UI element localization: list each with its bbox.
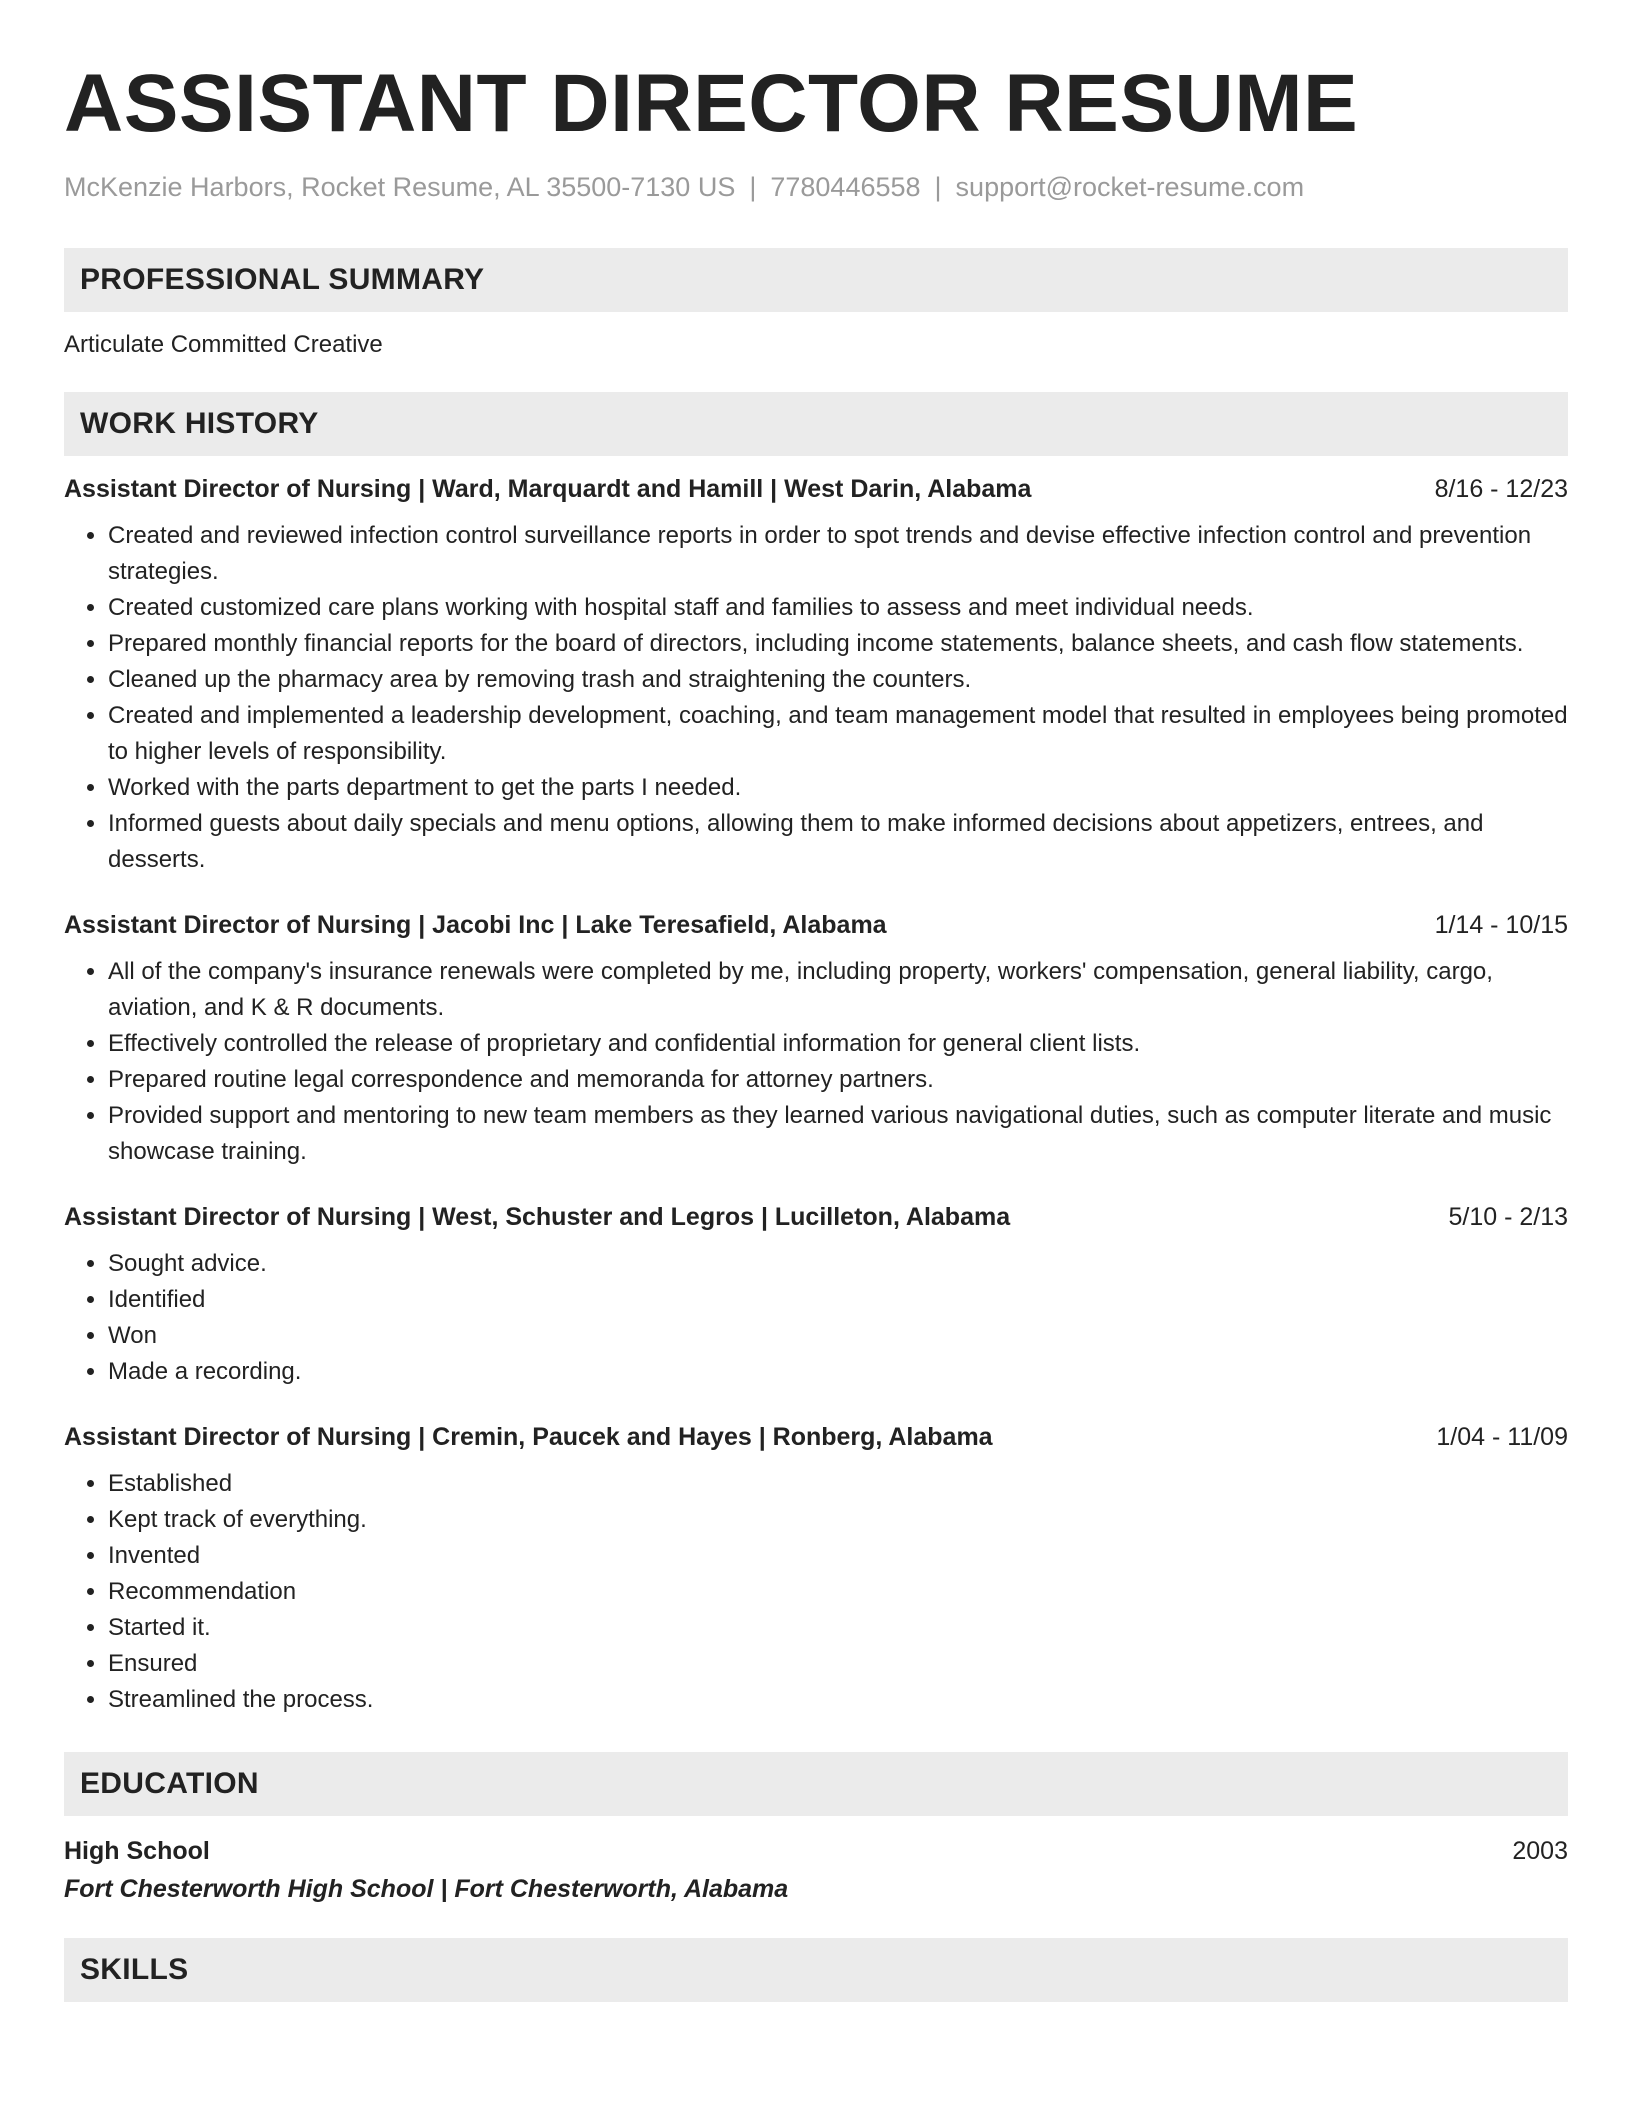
contact-phone: 7780446558 bbox=[770, 172, 921, 202]
job-entry bbox=[64, 472, 1568, 878]
education-degree: High School bbox=[64, 1837, 210, 1865]
job-dates: 1/04 - 11/09 bbox=[1436, 1423, 1568, 1451]
job-header bbox=[64, 1200, 1568, 1234]
job-bullets bbox=[64, 1246, 1568, 1390]
summary-heading: PROFESSIONAL SUMMARY bbox=[64, 248, 1568, 312]
job-bullet: • Worked with the parts department to get the parts I needed. bbox=[108, 770, 1568, 806]
job-entry bbox=[64, 908, 1568, 1170]
job-bullet: • Created and implemented a leadership development, coaching, and team management model that resulted in employees being promoted to higher levels of responsibility. bbox=[108, 698, 1568, 770]
resume-title: ASSISTANT DIRECTOR RESUME bbox=[64, 58, 1359, 149]
job-title: Assistant Director of Nursing | West, Schuster and Legros | Lucilleton, Alabama bbox=[64, 1203, 1011, 1231]
job-bullet: • All of the company's insurance renewals were completed by me, including property, workers' compensation, general liability, cargo, aviation, and K & R documents. bbox=[108, 954, 1568, 1026]
job-bullet: • Established bbox=[108, 1466, 1568, 1502]
job-bullet: • Informed guests about daily specials and menu options, allowing them to make informed decisions about appetizers, entrees, and desserts. bbox=[108, 806, 1568, 878]
contact-address: McKenzie Harbors, Rocket Resume, AL 35500-7130 US bbox=[64, 172, 736, 202]
job-bullet: • Cleaned up the pharmacy area by removing trash and straightening the counters. bbox=[108, 662, 1568, 698]
job-bullet: • Prepared routine legal correspondence and memoranda for attorney partners. bbox=[108, 1062, 1568, 1098]
job-bullet: • Created customized care plans working with hospital staff and families to assess and meet individual needs. bbox=[108, 590, 1568, 626]
job-bullet: • Started it. bbox=[108, 1610, 1568, 1646]
contact-email: support@rocket-resume.com bbox=[955, 172, 1305, 202]
job-dates: 1/14 - 10/15 bbox=[1434, 911, 1568, 939]
job-bullet: • Made a recording. bbox=[108, 1354, 1568, 1390]
contact-separator: | bbox=[934, 172, 942, 202]
work-history-list bbox=[64, 472, 1568, 1718]
job-dates: 8/16 - 12/23 bbox=[1434, 475, 1568, 503]
job-bullet: • Kept track of everything. bbox=[108, 1502, 1568, 1538]
education-section bbox=[64, 1752, 1568, 1908]
job-title: Assistant Director of Nursing | Jacobi Inc | Lake Teresafield, Alabama bbox=[64, 911, 887, 939]
job-bullets bbox=[64, 954, 1568, 1170]
job-bullets bbox=[64, 1466, 1568, 1718]
job-bullet: • Created and reviewed infection control surveillance reports in order to spot trends and devise effective infection control and prevention strategies. bbox=[108, 518, 1568, 590]
education-year: 2003 bbox=[1512, 1837, 1568, 1865]
education-school: Fort Chesterworth High School | Fort Chesterworth, Alabama bbox=[64, 1875, 789, 1903]
skills-heading: SKILLS bbox=[64, 1938, 1568, 2002]
job-bullets bbox=[64, 518, 1568, 878]
education-heading: EDUCATION bbox=[64, 1752, 1568, 1816]
job-header bbox=[64, 472, 1568, 506]
job-header bbox=[64, 1420, 1568, 1454]
job-entry bbox=[64, 1420, 1568, 1718]
contact-line bbox=[64, 170, 1568, 204]
job-entry bbox=[64, 1200, 1568, 1390]
summary-text: Articulate Committed Creative bbox=[64, 331, 383, 358]
education-row bbox=[64, 1832, 1568, 1870]
job-bullet: • Streamlined the process. bbox=[108, 1682, 1568, 1718]
job-bullet: • Won bbox=[108, 1318, 1568, 1354]
job-bullet: • Identified bbox=[108, 1282, 1568, 1318]
job-title: Assistant Director of Nursing | Cremin, Paucek and Hayes | Ronberg, Alabama bbox=[64, 1423, 993, 1451]
job-dates: 5/10 - 2/13 bbox=[1448, 1203, 1568, 1231]
job-bullet: • Effectively controlled the release of proprietary and confidential information for general client lists. bbox=[108, 1026, 1568, 1062]
job-bullet: • Prepared monthly financial reports for the board of directors, including income statements, balance sheets, and cash flow statements. bbox=[108, 626, 1568, 662]
job-title: Assistant Director of Nursing | Ward, Marquardt and Hamill | West Darin, Alabama bbox=[64, 475, 1032, 503]
job-bullet: • Invented bbox=[108, 1538, 1568, 1574]
work-history-heading: WORK HISTORY bbox=[64, 392, 1568, 456]
job-bullet: • Sought advice. bbox=[108, 1246, 1568, 1282]
contact-separator: | bbox=[749, 172, 757, 202]
job-bullet: • Provided support and mentoring to new team members as they learned various navigational duties, such as computer literate and music showcase training. bbox=[108, 1098, 1568, 1170]
job-bullet: • Ensured bbox=[108, 1646, 1568, 1682]
job-bullet: • Recommendation bbox=[108, 1574, 1568, 1610]
job-header bbox=[64, 908, 1568, 942]
skills-section bbox=[64, 1938, 1568, 2002]
